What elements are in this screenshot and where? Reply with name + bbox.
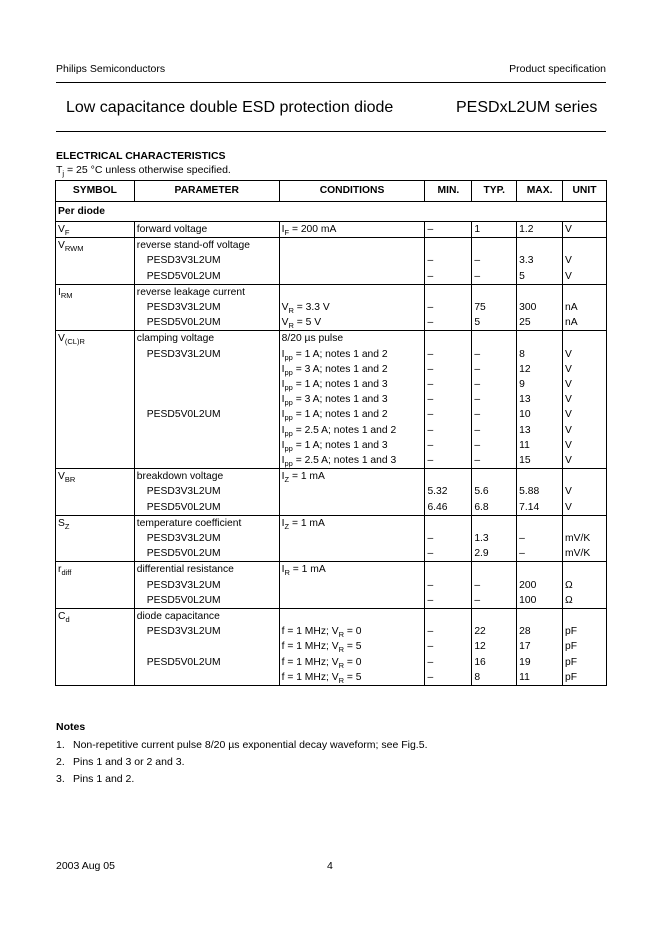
- table-row: [56, 515, 607, 531]
- cell-max: [517, 238, 563, 254]
- table-row: [56, 531, 607, 546]
- cell-max: 15: [517, 453, 563, 469]
- cell-conditions: [279, 546, 425, 562]
- table-row: [56, 362, 607, 377]
- table-row: [56, 331, 607, 347]
- cell-parameter: PESD3V3L2UM: [134, 578, 279, 593]
- table-row: [56, 300, 607, 315]
- table-row: [56, 253, 607, 268]
- cell-typ: 1: [472, 222, 517, 238]
- cell-typ: –: [472, 392, 517, 407]
- cell-parameter: [134, 377, 279, 392]
- cell-unit: V: [563, 407, 607, 422]
- cell-symbol: [56, 639, 135, 654]
- cell-conditions: [279, 253, 425, 268]
- header-doc-type: Product specification: [509, 63, 606, 75]
- col-header-typ: TYP.: [472, 181, 517, 202]
- table-row: [56, 377, 607, 392]
- cell-conditions: [279, 500, 425, 516]
- cell-typ: 22: [472, 624, 517, 639]
- cell-parameter: PESD3V3L2UM: [134, 347, 279, 362]
- cell-max: 7.14: [517, 500, 563, 516]
- cell-max: 300: [517, 300, 563, 315]
- cell-min: –: [425, 546, 472, 562]
- cell-unit: nA: [563, 300, 607, 315]
- cell-max: 9: [517, 377, 563, 392]
- table-row: [56, 269, 607, 285]
- cell-conditions: $I_{pp} = 1$ A; notes 1 and 3: [279, 377, 425, 392]
- cell-max: 11: [517, 438, 563, 453]
- cell-symbol: [56, 269, 135, 285]
- cell-max: [517, 469, 563, 485]
- cell-conditions: $I_{pp} = 3$ A; notes 1 and 2: [279, 362, 425, 377]
- cell-parameter: differential resistance: [134, 562, 279, 578]
- table-row: [56, 546, 607, 562]
- cell-conditions: [279, 531, 425, 546]
- cell-parameter: breakdown voltage: [134, 469, 279, 485]
- table-row: [56, 453, 607, 469]
- cell-typ: 5.6: [472, 484, 517, 499]
- cell-symbol: $V_{(CL)R}$: [56, 331, 135, 347]
- cell-unit: [563, 609, 607, 625]
- cell-symbol: [56, 593, 135, 609]
- cell-min: [425, 238, 472, 254]
- characteristics-table: [55, 180, 607, 686]
- cell-conditions: f = 1 MHz; $V_R = 0$: [279, 624, 425, 639]
- cell-max: –: [517, 531, 563, 546]
- cell-typ: 6.8: [472, 500, 517, 516]
- cell-parameter: PESD3V3L2UM: [134, 300, 279, 315]
- cell-conditions: $V_R = 3.3$ V: [279, 300, 425, 315]
- cell-min: –: [425, 315, 472, 331]
- cell-symbol: $r_{diff}$: [56, 562, 135, 578]
- cell-conditions: $I_{pp} = 3$ A; notes 1 and 3: [279, 392, 425, 407]
- section-condition: $T_j = 25$ °C unless otherwise specified.: [56, 164, 231, 179]
- table-row: [56, 500, 607, 516]
- cell-min: [425, 469, 472, 485]
- page-number: 4: [327, 860, 333, 872]
- cell-typ: –: [472, 362, 517, 377]
- cell-unit: [563, 284, 607, 300]
- cell-unit: [563, 331, 607, 347]
- cell-max: [517, 331, 563, 347]
- table-row: [56, 392, 607, 407]
- cell-typ: [472, 562, 517, 578]
- cell-unit: V: [563, 438, 607, 453]
- cell-unit: [563, 515, 607, 531]
- cell-conditions: [279, 484, 425, 499]
- cell-unit: [563, 562, 607, 578]
- cell-typ: –: [472, 269, 517, 285]
- cell-conditions: $I_R = 1$ mA: [279, 562, 425, 578]
- table-row: [56, 238, 607, 254]
- cell-max: –: [517, 546, 563, 562]
- cell-parameter: reverse leakage current: [134, 284, 279, 300]
- cell-conditions: f = 1 MHz; $V_R = 5$: [279, 639, 425, 654]
- cell-max: [517, 284, 563, 300]
- cell-typ: 5: [472, 315, 517, 331]
- cell-symbol: [56, 377, 135, 392]
- cell-conditions: [279, 269, 425, 285]
- cell-unit: V: [563, 500, 607, 516]
- table-row: [56, 222, 607, 238]
- cell-unit: V: [563, 377, 607, 392]
- cell-conditions: $I_Z = 1$ mA: [279, 515, 425, 531]
- cell-typ: –: [472, 347, 517, 362]
- cell-typ: 12: [472, 639, 517, 654]
- cell-min: [425, 515, 472, 531]
- cell-parameter: [134, 392, 279, 407]
- cell-max: 200: [517, 578, 563, 593]
- table-row: [56, 593, 607, 609]
- cell-typ: –: [472, 578, 517, 593]
- cell-max: 19: [517, 655, 563, 670]
- table-row: [56, 670, 607, 686]
- cell-unit: [563, 469, 607, 485]
- cell-parameter: PESD5V0L2UM: [134, 407, 279, 422]
- cell-min: [425, 284, 472, 300]
- cell-max: 3.3: [517, 253, 563, 268]
- note-3: 3. Pins 1 and 2.: [56, 773, 135, 785]
- cell-conditions: [279, 593, 425, 609]
- cell-unit: V: [563, 222, 607, 238]
- cell-min: –: [425, 392, 472, 407]
- col-header-parameter: PARAMETER: [134, 181, 279, 202]
- cell-symbol: [56, 578, 135, 593]
- cell-symbol: [56, 362, 135, 377]
- cell-min: –: [425, 453, 472, 469]
- cell-typ: 1.3: [472, 531, 517, 546]
- cell-conditions: [279, 609, 425, 625]
- table-row: [56, 562, 607, 578]
- cell-typ: 8: [472, 670, 517, 686]
- cell-max: 10: [517, 407, 563, 422]
- col-header-conditions: CONDITIONS: [279, 181, 425, 202]
- col-header-min: MIN.: [425, 181, 472, 202]
- cell-max: 28: [517, 624, 563, 639]
- cell-unit: mV/K: [563, 531, 607, 546]
- cell-symbol: [56, 407, 135, 422]
- cell-symbol: [56, 484, 135, 499]
- cell-parameter: [134, 362, 279, 377]
- cell-conditions: $I_{pp} = 1$ A; notes 1 and 2: [279, 347, 425, 362]
- cell-unit: pF: [563, 624, 607, 639]
- cell-max: 5.88: [517, 484, 563, 499]
- cell-max: 1.2: [517, 222, 563, 238]
- cell-symbol: [56, 438, 135, 453]
- cell-conditions: f = 1 MHz; $V_R = 0$: [279, 655, 425, 670]
- cell-unit: V: [563, 362, 607, 377]
- cell-symbol: [56, 423, 135, 438]
- cell-typ: –: [472, 438, 517, 453]
- cell-parameter: PESD5V0L2UM: [134, 655, 279, 670]
- cell-symbol: [56, 453, 135, 469]
- cell-conditions: f = 1 MHz; $V_R = 5$: [279, 670, 425, 686]
- cell-typ: –: [472, 453, 517, 469]
- cell-min: –: [425, 639, 472, 654]
- cell-min: [425, 331, 472, 347]
- cell-max: [517, 609, 563, 625]
- cell-conditions: $I_{pp} = 1$ A; notes 1 and 2: [279, 407, 425, 422]
- cell-parameter: PESD5V0L2UM: [134, 546, 279, 562]
- cell-max: 17: [517, 639, 563, 654]
- cell-conditions: $V_R = 5$ V: [279, 315, 425, 331]
- cell-unit: pF: [563, 655, 607, 670]
- cell-conditions: 8/20 µs pulse: [279, 331, 425, 347]
- cell-parameter: PESD5V0L2UM: [134, 269, 279, 285]
- cell-parameter: PESD5V0L2UM: [134, 593, 279, 609]
- cell-unit: V: [563, 423, 607, 438]
- header-divider: [56, 82, 606, 83]
- cell-typ: –: [472, 377, 517, 392]
- cell-max: 11: [517, 670, 563, 686]
- cell-parameter: forward voltage: [134, 222, 279, 238]
- cell-min: –: [425, 670, 472, 686]
- cell-unit: Ω: [563, 593, 607, 609]
- cell-parameter: reverse stand-off voltage: [134, 238, 279, 254]
- cell-symbol: [56, 531, 135, 546]
- cell-typ: –: [472, 253, 517, 268]
- cell-unit: V: [563, 484, 607, 499]
- cell-typ: 75: [472, 300, 517, 315]
- cell-min: –: [425, 624, 472, 639]
- cell-min: –: [425, 655, 472, 670]
- cell-symbol: [56, 392, 135, 407]
- cell-conditions: $I_{pp} = 1$ A; notes 1 and 3: [279, 438, 425, 453]
- notes-title: Notes: [56, 721, 86, 733]
- table-row: [56, 639, 607, 654]
- cell-conditions: [279, 238, 425, 254]
- cell-symbol: [56, 315, 135, 331]
- cell-parameter: PESD3V3L2UM: [134, 531, 279, 546]
- table-row: [56, 469, 607, 485]
- cell-max: 100: [517, 593, 563, 609]
- cell-parameter: PESD3V3L2UM: [134, 253, 279, 268]
- title-divider: [56, 131, 606, 132]
- cell-unit: pF: [563, 670, 607, 686]
- cell-unit: V: [563, 253, 607, 268]
- cell-typ: 2.9: [472, 546, 517, 562]
- cell-typ: [472, 515, 517, 531]
- cell-min: –: [425, 407, 472, 422]
- table-row: [56, 578, 607, 593]
- cell-symbol: $C_d$: [56, 609, 135, 625]
- note-2: 2. Pins 1 and 3 or 2 and 3.: [56, 756, 185, 768]
- cell-parameter: [134, 438, 279, 453]
- table-row: [56, 284, 607, 300]
- cell-max: 12: [517, 362, 563, 377]
- cell-min: –: [425, 438, 472, 453]
- table-row: [56, 484, 607, 499]
- cell-typ: [472, 331, 517, 347]
- cell-unit: V: [563, 453, 607, 469]
- cell-unit: mV/K: [563, 546, 607, 562]
- cell-conditions: $I_F = 200$ mA: [279, 222, 425, 238]
- table-row: [56, 438, 607, 453]
- cell-max: [517, 515, 563, 531]
- cell-unit: Ω: [563, 578, 607, 593]
- footer-date: 2003 Aug 05: [56, 860, 115, 872]
- section-title: ELECTRICAL CHARACTERISTICS: [56, 150, 226, 162]
- table-header-row: [56, 181, 607, 202]
- cell-unit: nA: [563, 315, 607, 331]
- cell-min: 6.46: [425, 500, 472, 516]
- cell-conditions: $I_{pp} = 2.5$ A; notes 1 and 3: [279, 453, 425, 469]
- cell-max: 13: [517, 392, 563, 407]
- cell-min: –: [425, 269, 472, 285]
- cell-typ: –: [472, 593, 517, 609]
- cell-symbol: [56, 624, 135, 639]
- cell-typ: 16: [472, 655, 517, 670]
- cell-symbol: [56, 546, 135, 562]
- cell-parameter: [134, 639, 279, 654]
- page-title: Low capacitance double ESD protection diode: [66, 99, 394, 116]
- cell-min: [425, 562, 472, 578]
- cell-symbol: $V_{RWM}$: [56, 238, 135, 254]
- cell-min: –: [425, 593, 472, 609]
- cell-min: –: [425, 253, 472, 268]
- cell-min: –: [425, 300, 472, 315]
- col-header-unit: UNIT: [563, 181, 607, 202]
- col-header-max: MAX.: [517, 181, 563, 202]
- cell-min: –: [425, 578, 472, 593]
- cell-max: 5: [517, 269, 563, 285]
- cell-max: 25: [517, 315, 563, 331]
- cell-parameter: clamping voltage: [134, 331, 279, 347]
- cell-min: –: [425, 362, 472, 377]
- cell-symbol: $V_{BR}$: [56, 469, 135, 485]
- table-row: [56, 407, 607, 422]
- cell-symbol: [56, 670, 135, 686]
- col-header-symbol: SYMBOL: [56, 181, 135, 202]
- cell-typ: [472, 469, 517, 485]
- cell-typ: [472, 238, 517, 254]
- cell-min: 5.32: [425, 484, 472, 499]
- cell-symbol: $S_Z$: [56, 515, 135, 531]
- cell-parameter: [134, 670, 279, 686]
- cell-parameter: [134, 453, 279, 469]
- header-company: Philips Semiconductors: [56, 63, 166, 75]
- cell-unit: V: [563, 269, 607, 285]
- cell-symbol: $I_{RM}$: [56, 284, 135, 300]
- table-row: [56, 609, 607, 625]
- product-series: PESDxL2UM series: [456, 99, 598, 116]
- cell-conditions: [279, 578, 425, 593]
- cell-unit: [563, 238, 607, 254]
- cell-max: 13: [517, 423, 563, 438]
- cell-symbol: $V_F$: [56, 222, 135, 238]
- cell-unit: V: [563, 347, 607, 362]
- cell-conditions: [279, 284, 425, 300]
- table-row: [56, 347, 607, 362]
- cell-max: 8: [517, 347, 563, 362]
- cell-conditions: $I_{pp} = 2.5$ A; notes 1 and 2: [279, 423, 425, 438]
- cell-parameter: PESD5V0L2UM: [134, 315, 279, 331]
- table-row: [56, 624, 607, 639]
- group-row: [56, 202, 607, 222]
- cell-min: –: [425, 531, 472, 546]
- cell-parameter: temperature coefficient: [134, 515, 279, 531]
- cell-min: –: [425, 347, 472, 362]
- cell-min: –: [425, 423, 472, 438]
- cell-symbol: [56, 655, 135, 670]
- cell-unit: V: [563, 392, 607, 407]
- table-row: [56, 655, 607, 670]
- table-row: [56, 423, 607, 438]
- cell-parameter: diode capacitance: [134, 609, 279, 625]
- cell-conditions: $I_Z = 1$ mA: [279, 469, 425, 485]
- cell-unit: pF: [563, 639, 607, 654]
- cell-parameter: PESD3V3L2UM: [134, 624, 279, 639]
- cell-symbol: [56, 500, 135, 516]
- cell-symbol: [56, 253, 135, 268]
- note-1: 1. Non-repetitive current pulse 8/20 µs exponential decay waveform; see Fig.5.: [56, 739, 428, 751]
- table-row: [56, 315, 607, 331]
- cell-min: –: [425, 377, 472, 392]
- cell-parameter: PESD3V3L2UM: [134, 484, 279, 499]
- cell-typ: –: [472, 407, 517, 422]
- cell-min: –: [425, 222, 472, 238]
- cell-typ: [472, 284, 517, 300]
- group-label: Per diode: [56, 202, 607, 222]
- cell-min: [425, 609, 472, 625]
- cell-max: [517, 562, 563, 578]
- cell-parameter: PESD5V0L2UM: [134, 500, 279, 516]
- cell-symbol: [56, 300, 135, 315]
- cell-typ: [472, 609, 517, 625]
- cell-parameter: [134, 423, 279, 438]
- cell-symbol: [56, 347, 135, 362]
- cell-typ: –: [472, 423, 517, 438]
